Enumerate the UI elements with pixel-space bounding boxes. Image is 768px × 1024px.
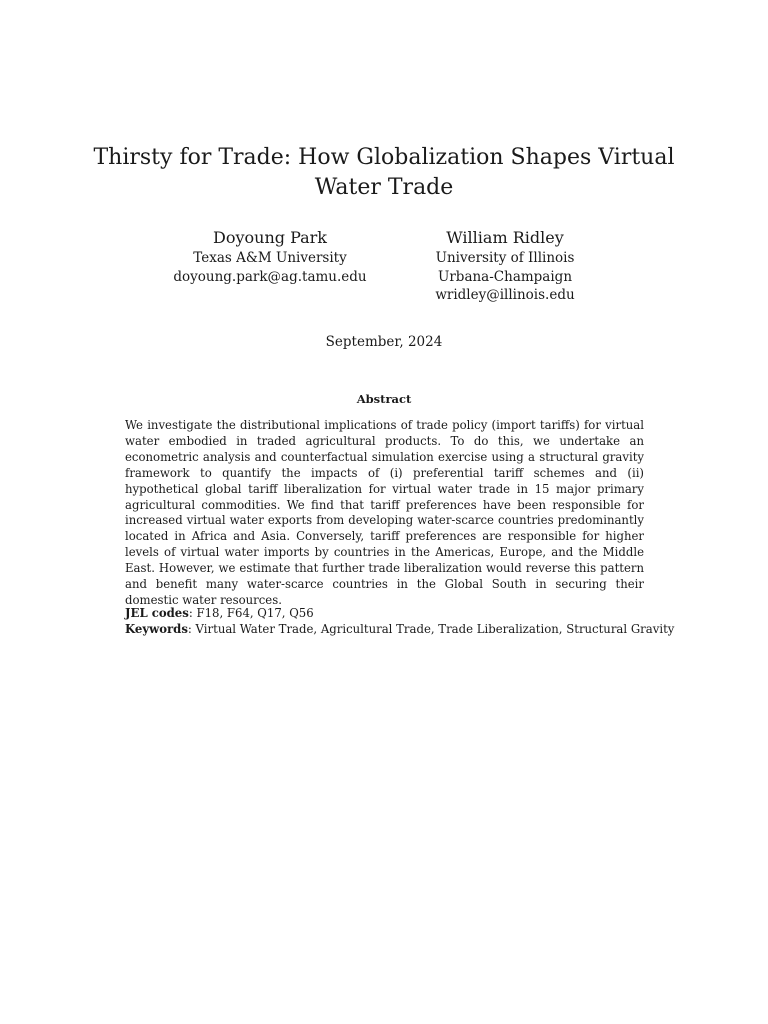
keywords-row	[125, 621, 685, 637]
paper-metadata	[125, 605, 685, 637]
abstract-heading: Abstract	[356, 392, 412, 406]
paper-title: Thirsty for Trade: How Globalization Shapes Virtual Water Trade	[93, 145, 675, 200]
author-email: wridley@illinois.edu	[435, 287, 575, 303]
author-name: Doyoung Park	[213, 228, 327, 247]
jel-codes-value: : F18, F64, Q17, Q56	[188, 606, 314, 620]
publication-date: September, 2024	[325, 334, 443, 350]
keywords-label: Keywords	[125, 622, 188, 636]
author-block	[150, 228, 390, 286]
author-affiliation: Urbana-Champaign	[437, 268, 573, 285]
abstract-text: We investigate the distributional implications of trade policy (import tariffs) for virtual water embodied in traded agricultural products. To do this, we undertake an econometric analysis and counterfactual simulation exercise using a structural gravity framework to quantify the impacts of (i) preferential tariff schemes and (ii) hypothetical global tariff liberalization for virtual water trade in 15 major primary agricultural commodities. We find that tariff preferences have been responsible for increased virtual water exports from developing water-scarce countries predominantly located in Africa and Asia. Conversely, tariff preferences are responsible for higher levels of virtual water imports by countries in the Americas, Europe, and the Middle East. However, we estimate that further trade liberalization would reverse this pattern and benefit many water-scarce countries in the Global South in securing their domestic water resources.	[125, 418, 644, 607]
jel-codes-row	[125, 605, 685, 621]
author-email: doyoung.park@ag.tamu.edu	[173, 268, 367, 285]
author-name: William Ridley	[446, 228, 564, 247]
keywords-value: : Virtual Water Trade, Agricultural Trade, Trade Liberalization, Structural Gravity	[187, 622, 675, 636]
author-affiliation: University of Illinois	[435, 250, 575, 266]
author-block	[385, 228, 625, 305]
author-affiliation: Texas A&M University	[193, 250, 347, 266]
jel-codes-label: JEL codes	[125, 606, 189, 620]
